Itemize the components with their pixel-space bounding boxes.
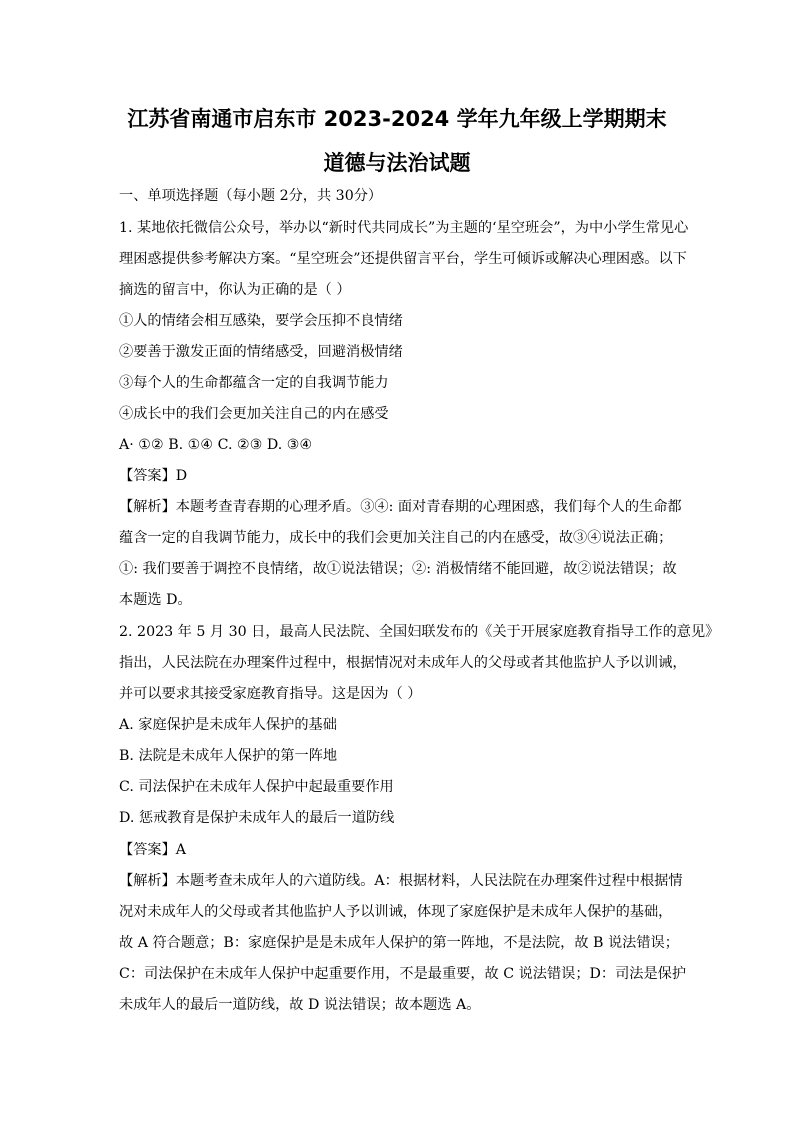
question-1-statement-3: ③每个人的生命都蕴含一定的自我调节能力 <box>119 375 389 391</box>
question-1-options: A· ①② B. ①④ C. ②③ D. ③④ <box>119 437 313 453</box>
question-2-option-d: D. 惩戒教育是保护未成年人的最后一道防线 <box>119 810 395 826</box>
question-1-stem-line-2: 理困惑提供参考解决方案。“星空班会”还提供留言平台，学生可倾诉或解决心理困惑。以下 <box>119 251 687 267</box>
question-1-answer: 【答案】D <box>119 468 188 484</box>
question-1-stem-line-1: 1. 某地依托微信公众号，举办以“新时代共同成长”为主题的‘星空班会”，为中小学生常见心 <box>119 220 689 236</box>
section-heading: 一、单项选择题（每小题 2分，共 30分） <box>119 188 383 204</box>
question-2-analysis-line-2: 况对未成年人的父母或者其他监护人予以训诫，体现了家庭保护是未成年人保护的基础， <box>119 904 673 920</box>
question-2-option-a: A. 家庭保护是未成年人保护的基础 <box>119 717 337 733</box>
question-2-answer: 【答案】A <box>119 842 186 858</box>
question-1-analysis-line-1: 【解析】本题考查青春期的心理矛盾。③④: 面对青春期的心理困惑，我们每个人的生命都 <box>119 499 682 515</box>
question-2-stem-line-1: 2. 2023 年 5 月 30 日，最高人民法院、全国妇联发布的《关于开展家庭教育指导工作的意见》 <box>119 624 720 640</box>
question-2-option-c: C. 司法保护在未成年人保护中起最重要作用 <box>119 779 394 795</box>
question-1-statement-4: ④成长中的我们会更加关注自己的内在感受 <box>119 406 389 422</box>
question-1-stem-line-3: 摘选的留言中，你认为正确的是（ ） <box>119 282 351 298</box>
question-2-analysis-line-3: 故 A 符合题意；B：家庭保护是是未成年人保护的第一阵地，不是法院，故 B 说法错误； <box>119 935 679 951</box>
document-title-line-2: 道德与法治试题 <box>323 151 471 175</box>
question-1-analysis-line-2: 蕴含一定的自我调节能力，成长中的我们会更加关注自己的内在感受，故③④说法正确； <box>119 530 673 546</box>
question-1-analysis-line-3: ①: 我们要善于调控不良情绪，故①说法错误；②: 消极情绪不能回避，故②说法错误；故 <box>119 561 677 577</box>
question-2-analysis-line-5: 未成年人的最后一道防线，故 D 说法错误；故本题选 A。 <box>119 997 481 1013</box>
question-2-option-b: B. 法院是未成年人保护的第一阵地 <box>119 748 338 764</box>
question-2-stem-line-3: 并可以要求其接受家庭教育指导。这是因为（ ） <box>119 686 422 702</box>
question-2-analysis-line-1: 【解析】本题考查未成年人的六道防线。A：根据材料，人民法院在办理案件过程中根据情 <box>119 873 683 889</box>
question-1-analysis-line-4: 本题选 D。 <box>119 592 192 608</box>
question-2-analysis-line-4: C：司法保护在未成年人保护中起重要作用，不是最重要，故 C 说法错误；D：司法是保护 <box>119 966 687 982</box>
question-2-stem-line-2: 指出，人民法院在办理案件过程中，根据情况对未成年人的父母或者其他监护人予以训诫， <box>119 655 687 671</box>
question-1-statement-2: ②要善于激发正面的情绪感受，回避消极情绪 <box>119 344 403 360</box>
question-1-statement-1: ①人的情绪会相互感染，要学会压抑不良情绪 <box>119 313 403 329</box>
document-title-line-1: 江苏省南通市启东市 2023-2024 学年九年级上学期期末 <box>127 107 667 131</box>
